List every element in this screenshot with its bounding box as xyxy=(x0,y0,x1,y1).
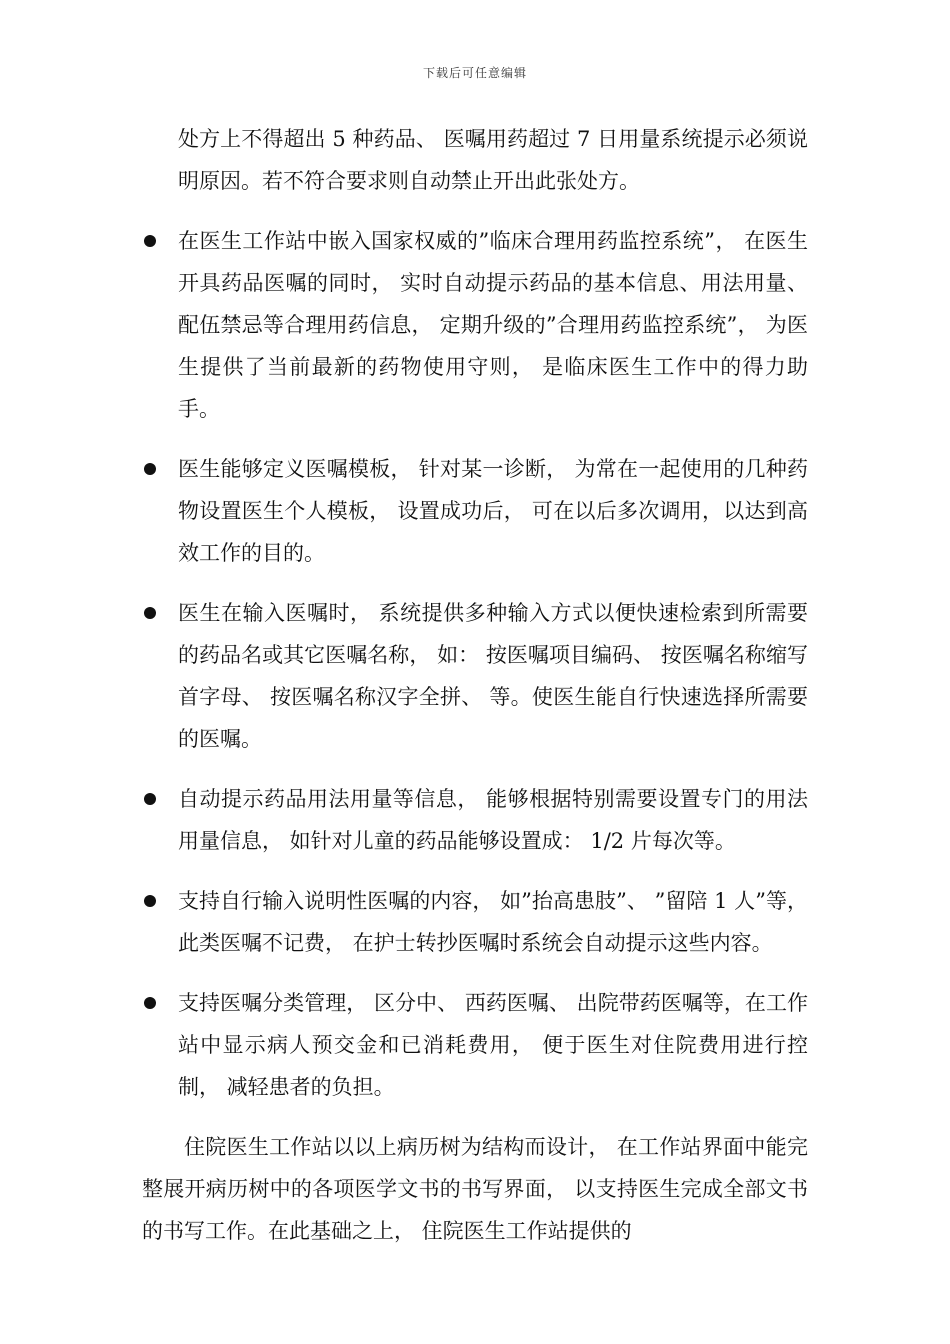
bullet-dot-icon xyxy=(144,895,156,907)
bullet-item xyxy=(142,592,808,760)
page-header: 下载后可任意编辑 xyxy=(422,66,527,80)
bullet-dot-icon xyxy=(144,793,156,805)
bullet-text: 在医生工作站中嵌入国家权威的”临床合理用药监控系统”， 在医生开具药品医嘱的同时， 实时自动提示药品的基本信息、用法用量、 配伍禁忌等合理用药信息， 定期升级的”合理用药监控系统”， 为医生提供了当前最新的药物使用守则， 是临床医生工作中的得力助手。 xyxy=(178,229,808,421)
bullet-text: 自动提示药品用法用量等信息， 能够根据特别需要设置专门的用法用量信息， 如针对儿童的药品能够设置成： 1/2 片每次等。 xyxy=(178,787,808,853)
bullet-text: 医生能够定义医嘱模板， 针对某一诊断， 为常在一起使用的几种药物设置医生个人模板， 设置成功后， 可在以后多次调用，以达到高效工作的目的。 xyxy=(178,457,808,565)
bullet-dot-icon xyxy=(144,997,156,1009)
bullet-item xyxy=(142,778,808,862)
bullet-text: 支持医嘱分类管理， 区分中、 西药医嘱、 出院带药医嘱等，在工作站中显示病人预交金和已消耗费用， 便于医生对住院费用进行控制， 减轻患者的负担。 xyxy=(178,991,808,1099)
bullet-item xyxy=(142,880,808,964)
bullet-dot-icon xyxy=(144,235,156,247)
bullet-item xyxy=(142,448,808,574)
body-paragraph: 住院医生工作站以以上病历树为结构而设计， 在工作站界面中能完整展开病历树中的各项医学文书的书写界面， 以支持医生完成全部文书的书写工作。在此基础之上， 住院医生工作站提供的 xyxy=(142,1135,808,1243)
bullet-dot-icon xyxy=(144,607,156,619)
continuation-text: 处方上不得超出 5 种药品、 医嘱用药超过 7 日用量系统提示必须说明原因。若不符合要求则自动禁止开出此张处方。 xyxy=(178,127,808,193)
document-body xyxy=(142,118,808,1252)
bullet-item xyxy=(142,982,808,1108)
bullet-dot-icon xyxy=(144,463,156,475)
bullet-text: 支持自行输入说明性医嘱的内容， 如”抬高患肢”、 ”留陪 1 人”等， 此类医嘱不记费， 在护士转抄医嘱时系统会自动提示这些内容。 xyxy=(178,889,808,955)
bullet-text: 医生在输入医嘱时， 系统提供多种输入方式以便快速检索到所需要的药品名或其它医嘱名称， 如： 按医嘱项目编码、 按医嘱名称缩写首字母、 按医嘱名称汉字全拼、 等。使医生能自行快速选择所需要的医嘱。 xyxy=(178,601,808,751)
bullet-item xyxy=(142,220,808,430)
